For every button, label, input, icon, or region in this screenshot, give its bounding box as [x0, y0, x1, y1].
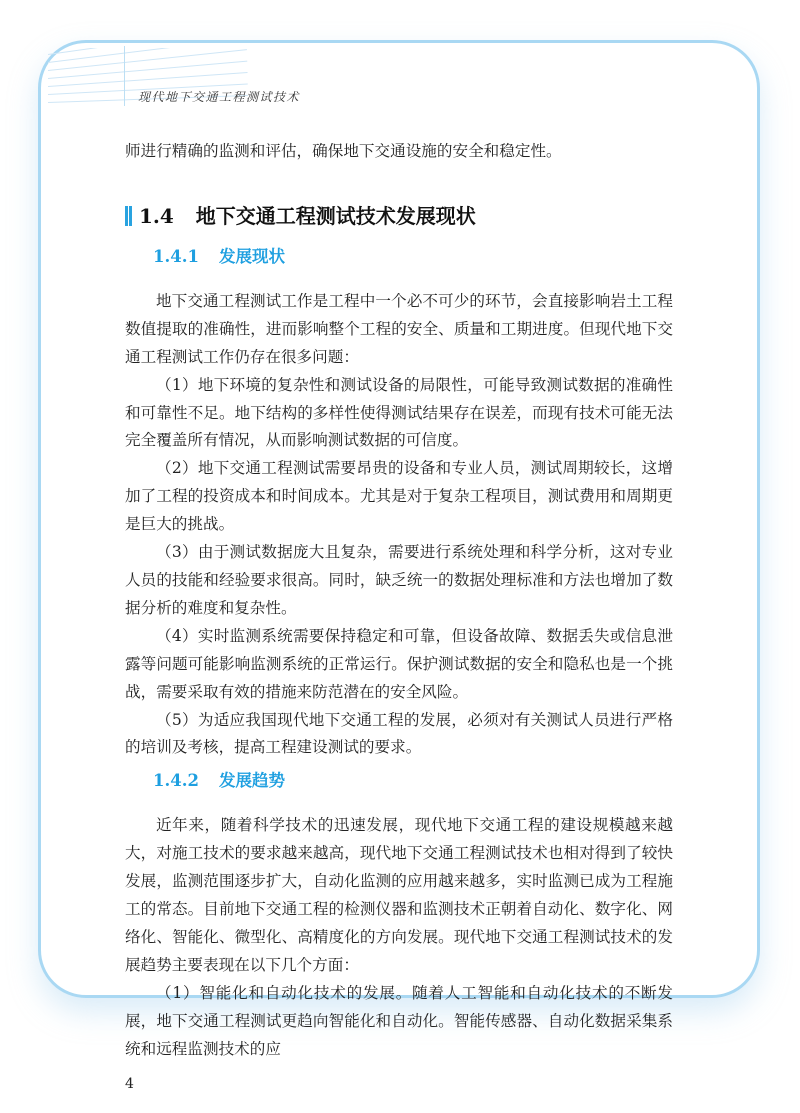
subsection-number: 1.4.2 [153, 771, 199, 791]
paragraph: （3）由于测试数据庞大且复杂，需要进行系统处理和科学分析，这对专业人员的技能和经验要求很高。同时，缺乏统一的数据处理标准和方法也增加了数据分析的难度和复杂性。 [125, 543, 673, 617]
subsection-heading [153, 246, 673, 268]
subsection-number: 1.4.1 [153, 246, 199, 266]
page-content [125, 0, 673, 1113]
paragraph: 近年来，随着科学技术的迅速发展，现代地下交通工程的建设规模越来越大，对施工技术的要求越来越高，现代地下交通工程测试技术也相对得到了较快发展，监测范围逐步扩大，自动化监测的应用越来越多，实时监测已成为工程施工的常态。目前地下交通工程的检测仪器和监测技术正朝着自动化、数字化、网络化、智能化、微型化、高精度化的方向发展。现代地下交通工程测试技术的发展趋势主要表现在以下几个方面： [125, 816, 673, 974]
paragraph: （1）智能化和自动化技术的发展。随着人工智能和自动化技术的不断发展，地下交通工程测试更趋向智能化和自动化。智能传感器、自动化数据采集系统和远程监测技术的应 [125, 983, 673, 1058]
section-number: 1.4 [139, 203, 174, 228]
paragraph: （1）地下环境的复杂性和测试设备的局限性，可能导致测试数据的准确性和可靠性不足。地下结构的多样性使得测试结果存在误差，而现有技术可能无法完全覆盖所有情况，从而影响测试数据的可信度。 [125, 375, 673, 450]
subsection-body [125, 288, 673, 762]
paragraph: （4）实时监测系统需要保持稳定和可靠，但设备故障、数据丢失或信息泄露等问题可能影响监测系统的正常运行。保护测试数据的安全和隐私也是一个挑战，需要采取有效的措施来防范潜在的安全风险。 [125, 626, 673, 701]
page-number: 4 [125, 1076, 134, 1093]
running-title: 现代地下交通工程测试技术 [138, 90, 301, 104]
subsection-heading [153, 770, 673, 792]
subsection-title: 发展现状 [218, 246, 285, 266]
subsection-title: 发展趋势 [218, 771, 285, 791]
subsection-body [125, 812, 673, 1063]
intro-line: 师进行精确的监测和评估，确保地下交通设施的安全和稳定性。 [125, 142, 562, 160]
section-title: 地下交通工程测试技术发展现状 [195, 203, 476, 228]
paragraph: 地下交通工程测试工作是工程中一个必不可少的环节，会直接影响岩土工程数值提取的准确性，进而影响整个工程的安全、质量和工期进度。但现代地下交通工程测试工作仍存在很多问题： [125, 291, 673, 366]
heading-marker-icon [125, 206, 128, 226]
paragraph: （5）为适应我国现代地下交通工程的发展，必须对有关测试人员进行严格的培训及考核，提高工程建设测试的要求。 [125, 710, 673, 757]
paragraph: （2）地下交通工程测试需要昂贵的设备和专业人员，测试周期较长，这增加了工程的投资成本和时间成本。尤其是对于复杂工程项目，测试费用和周期更是巨大的挑战。 [125, 459, 673, 534]
section-heading [125, 203, 673, 229]
